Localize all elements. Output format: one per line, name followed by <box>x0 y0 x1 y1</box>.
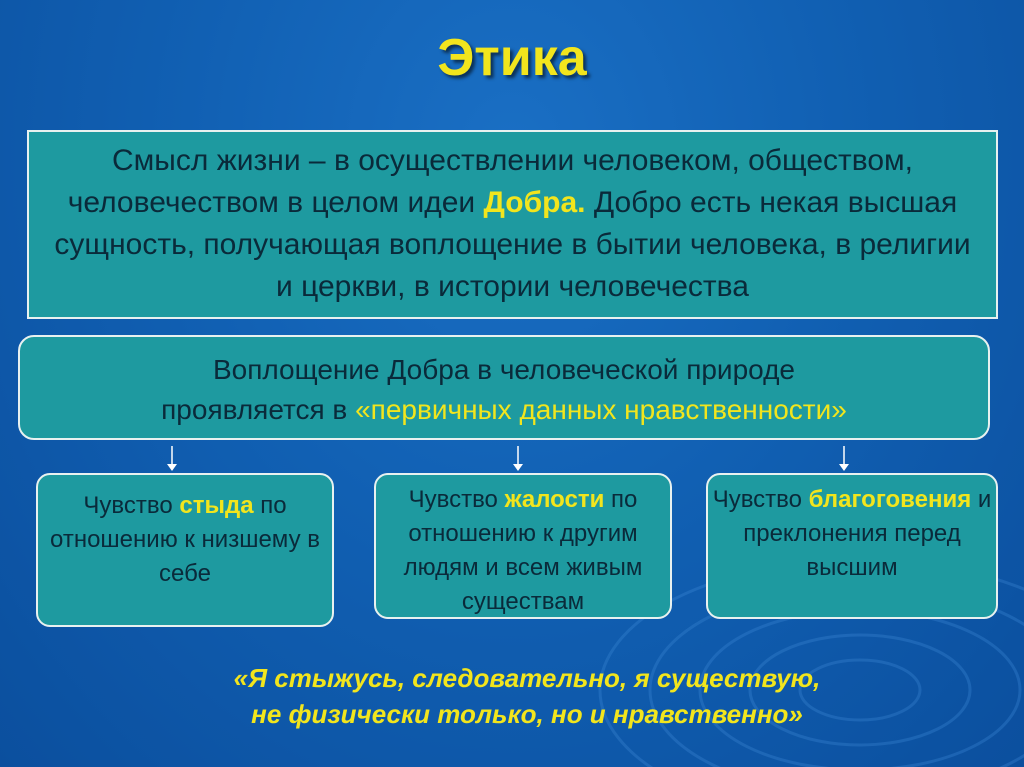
definition-text-before: Смысл жизни – в осуществлении человеком, обществом, человечеством в целом идеи <box>67 144 913 219</box>
quote <box>0 660 1024 732</box>
embodiment-box <box>18 335 990 440</box>
embodiment-highlight: «первичных данных нравственности» <box>355 394 847 425</box>
feeling-text-after: по отношению к низшему в себе <box>50 492 320 587</box>
feeling-shame-box <box>36 473 334 627</box>
definition-box <box>27 130 998 319</box>
embodiment-line2-text: проявляется в <box>161 394 356 425</box>
feeling-pity-box <box>374 473 672 619</box>
feeling-text-before: Чувство <box>408 486 505 513</box>
feeling-highlight: жалости <box>504 486 605 513</box>
feeling-text-after: и преклонения перед высшим <box>743 486 992 581</box>
page-title: Этика <box>437 29 587 87</box>
embodiment-line2 <box>40 390 968 430</box>
feeling-text-after: по отношению к другим людям и всем живым существам <box>403 486 643 615</box>
arrow-down-icon <box>511 446 525 472</box>
arrow-down-icon <box>165 446 179 472</box>
quote-line2: не физически только, но и нравственно» <box>251 699 803 729</box>
embodiment-line1: Воплощение Добра в человеческой природе <box>212 354 796 385</box>
feeling-text-before: Чувство <box>712 486 809 513</box>
definition-text-after: Добро есть некая высшая сущность, получающая воплощение в бытии человека, в религии и церкви, в истории человечества <box>54 186 971 303</box>
arrow-down-icon <box>837 446 851 472</box>
quote-line1: «Я стыжусь, следовательно, я существую, <box>233 663 821 693</box>
feeling-reverence-box <box>706 473 998 619</box>
feeling-text-before: Чувство <box>83 492 180 519</box>
feeling-highlight: стыда <box>179 492 254 519</box>
feeling-highlight: благоговения <box>808 486 972 513</box>
definition-highlight: Добра. <box>483 186 586 219</box>
